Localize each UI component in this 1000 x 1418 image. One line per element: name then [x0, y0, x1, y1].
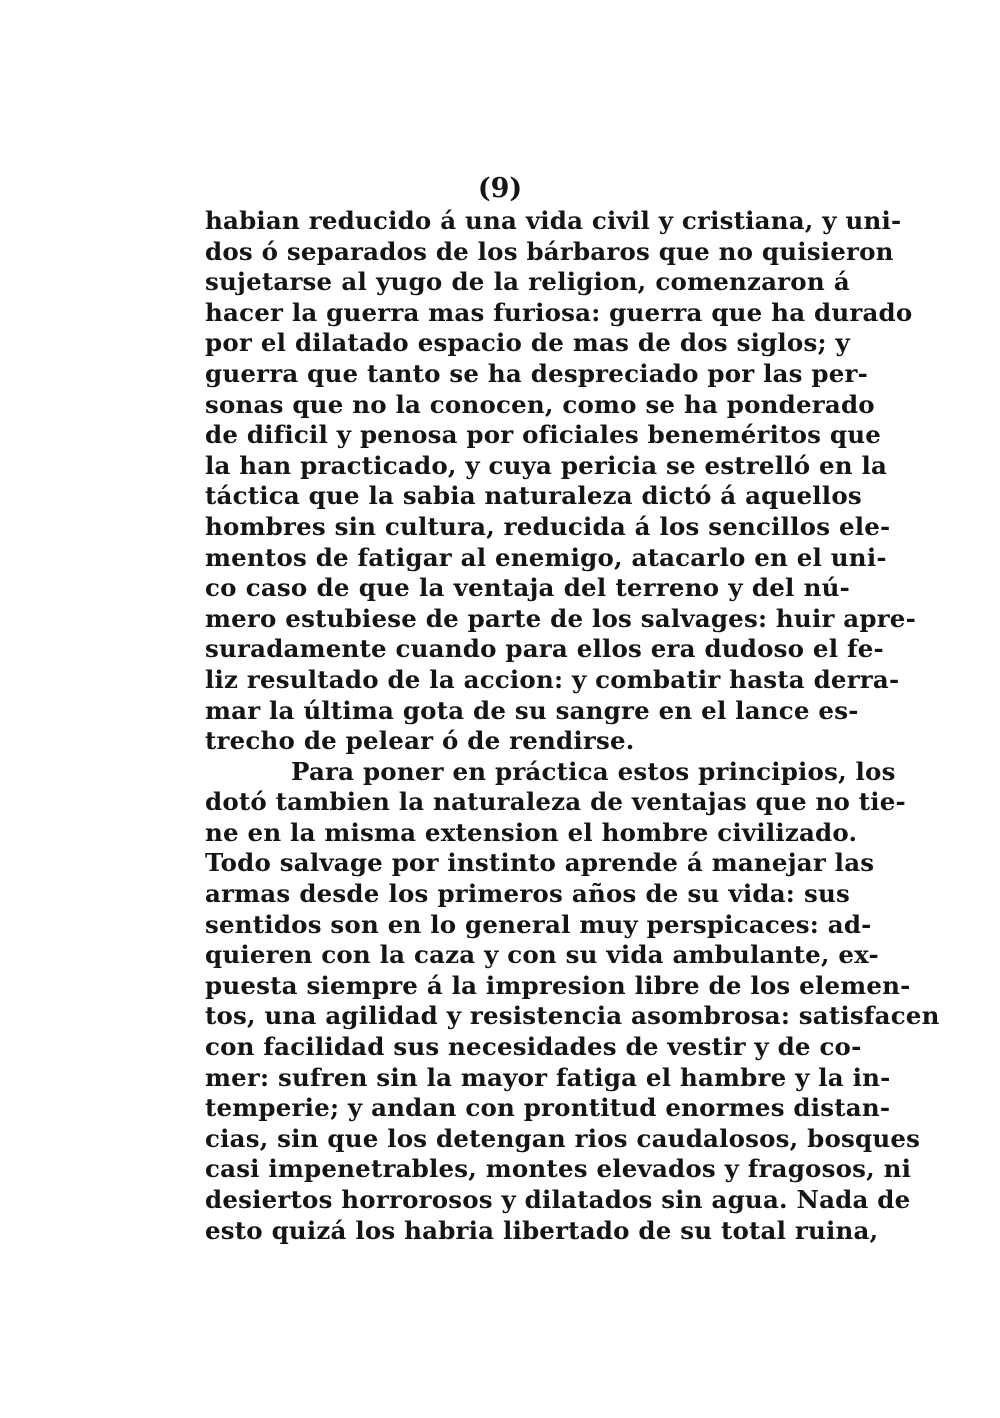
text-line: ne en la misma extension el hombre civilizado. [205, 817, 858, 847]
text-line: táctica que la sabia naturaleza dictó á aquellos [205, 481, 862, 511]
text-line: temperie; y andan con prontitud enormes distan- [205, 1093, 891, 1123]
text-line: hacer la guerra mas furiosa: guerra que ha durado [205, 297, 913, 327]
text-line: cias, sin que los detengan rios caudalosos, bosques [205, 1123, 921, 1153]
text-line: por el dilatado espacio de mas de dos siglos; y [205, 328, 850, 358]
text-line: esto quizá los habria libertado de su total ruina, [205, 1215, 879, 1245]
text-line: puesta siempre á la impresion libre de los elemen- [205, 970, 911, 1000]
text-line: casi impenetrables, montes elevados y fragosos, ni [205, 1154, 912, 1184]
body-text [205, 206, 940, 1246]
text-line: mero estubiese de parte de los salvages: huir apre- [205, 603, 916, 633]
text-line: sujetarse al yugo de la religion, comenzaron á [205, 267, 850, 297]
text-line: mar la última gota de su sangre en el lance es- [205, 695, 859, 725]
text-line: hombres sin cultura, reducida á los sencillos ele- [205, 511, 891, 541]
paragraph-start-line: Para poner en práctica estos principios, los [291, 756, 896, 786]
text-line: dotó tambien la naturaleza de ventajas que no tie- [205, 787, 906, 817]
text-line: habian reducido á una vida civil y cristiana, y uni- [205, 206, 902, 235]
text-line: sonas que no la conocen, como se ha ponderado [205, 389, 875, 419]
text-line: tos, una agilidad y resistencia asombrosa: satisfacen [205, 1001, 940, 1031]
text-line: dos ó separados de los bárbaros que no quisieron [205, 236, 894, 266]
page-number: (9) [477, 173, 523, 204]
text-line: armas desde los primeros años de su vida: sus [205, 879, 850, 909]
text-line: guerra que tanto se ha despreciado por las per- [205, 358, 868, 388]
text-line: quieren con la caza y con su vida ambulante, ex- [205, 940, 879, 970]
text-line: mer: sufren sin la mayor fatiga el hambre y la in- [205, 1062, 891, 1092]
text-line: desiertos horrorosos y dilatados sin agua. Nada de [205, 1185, 911, 1214]
text-line: sentidos son en lo general muy perspicaces: ad- [205, 909, 872, 939]
text-line: Todo salvage por instinto aprende á manejar las [205, 848, 875, 878]
text-line: co caso de que la ventaja del terreno y del nú- [205, 573, 850, 603]
text-line: la han practicado, y cuya pericia se estrelló en la [205, 450, 888, 480]
paragraph-end-line: trecho de pelear ó de rendirse. [205, 726, 635, 756]
text-line: suradamente cuando para ellos era dudoso el fe- [205, 634, 884, 664]
text-line: con facilidad sus necesidades de vestir y de co- [205, 1032, 862, 1062]
text-line: liz resultado de la accion: y combatir hasta derra- [205, 664, 900, 694]
text-line: mentos de fatigar al enemigo, atacarlo en el uni- [205, 542, 887, 572]
text-line: de dificil y penosa por oficiales beneméritos que [205, 420, 882, 450]
